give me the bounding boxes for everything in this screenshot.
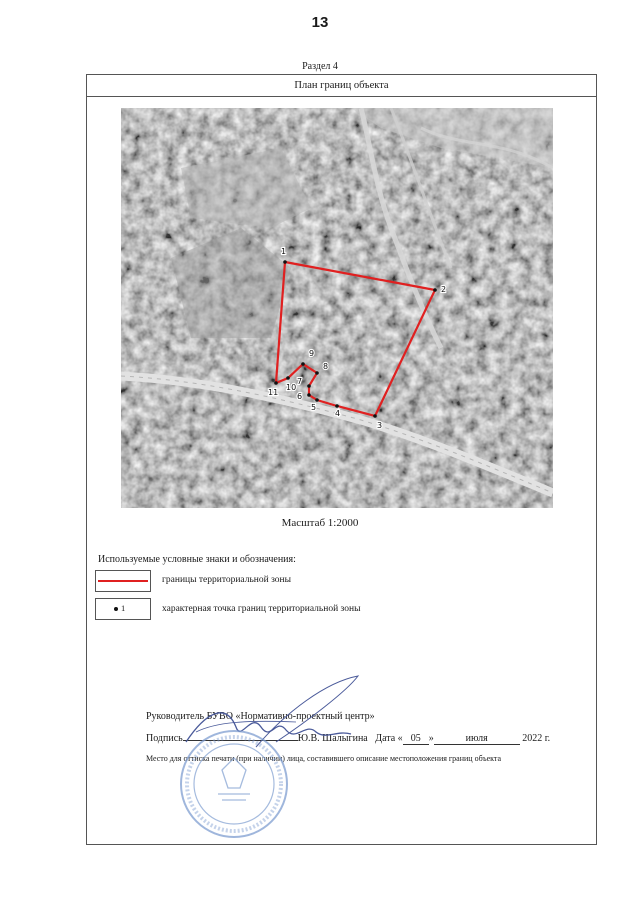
signature-head: Руководитель БУВО «Нормативно-проектный центр» — [146, 711, 375, 722]
date-month: июля — [434, 733, 520, 745]
boundary-point-label: 7 — [297, 377, 303, 386]
sign-label: Подпись — [146, 733, 183, 744]
legend-title: Используемые условные знаки и обозначения: — [98, 554, 296, 565]
boundary-point-label: 8 — [323, 362, 329, 371]
boundary-point-label: 10 — [286, 383, 297, 392]
boundary-point-label: 6 — [297, 392, 303, 401]
boundary-point-label: 4 — [335, 409, 341, 418]
date-year: 2022 г. — [522, 733, 551, 744]
date-day-close: » — [428, 733, 434, 744]
boundary-point-dot — [301, 362, 305, 366]
stamp-note: Место для оттиска печати (при наличии) лица, составившего описание местоположения границ объекта — [146, 754, 502, 763]
boundary-point-dot — [286, 376, 290, 380]
boundary-point-dot — [307, 384, 311, 388]
round-stamp-seal — [178, 728, 290, 840]
date-label: Дата « — [375, 733, 403, 744]
boundary-point-dot — [335, 404, 339, 408]
legend-line-text: границы территориальной зоны — [162, 575, 292, 585]
plan-title: План границ объекта — [87, 75, 596, 97]
boundary-point-dot — [433, 288, 437, 292]
boundary-point-label: 3 — [377, 421, 383, 430]
boundary-point-dot — [307, 393, 311, 397]
boundary-point-dot — [315, 398, 319, 402]
map-scale: Масштаб 1:2000 — [281, 517, 359, 529]
boundary-point-label: 2 — [441, 285, 447, 294]
point-dot-icon — [114, 607, 118, 611]
section-label: Раздел 4 — [302, 61, 338, 72]
aerial-photo-map — [121, 108, 553, 508]
legend-line-symbol — [95, 570, 151, 592]
boundary-point-label: 1 — [281, 247, 287, 256]
legend-point-text: характерная точка границ территориальной зоны — [162, 604, 361, 614]
page-number: 13 — [311, 14, 329, 31]
boundary-point-label: 9 — [309, 349, 315, 358]
boundary-point-dot — [283, 260, 287, 264]
date-day: 05 — [403, 733, 429, 745]
legend-point-sample: 1 — [121, 603, 126, 613]
signer-name: Ю.В. Шалыгина — [297, 733, 368, 744]
legend-point-symbol — [95, 598, 151, 620]
boundary-point-label: 11 — [268, 388, 279, 397]
boundary-point-dot — [274, 381, 278, 385]
boundary-point-label: 5 — [311, 403, 317, 412]
boundary-point-dot — [315, 371, 319, 375]
red-boundary-line-icon — [98, 580, 148, 582]
boundary-point-dot — [373, 414, 377, 418]
